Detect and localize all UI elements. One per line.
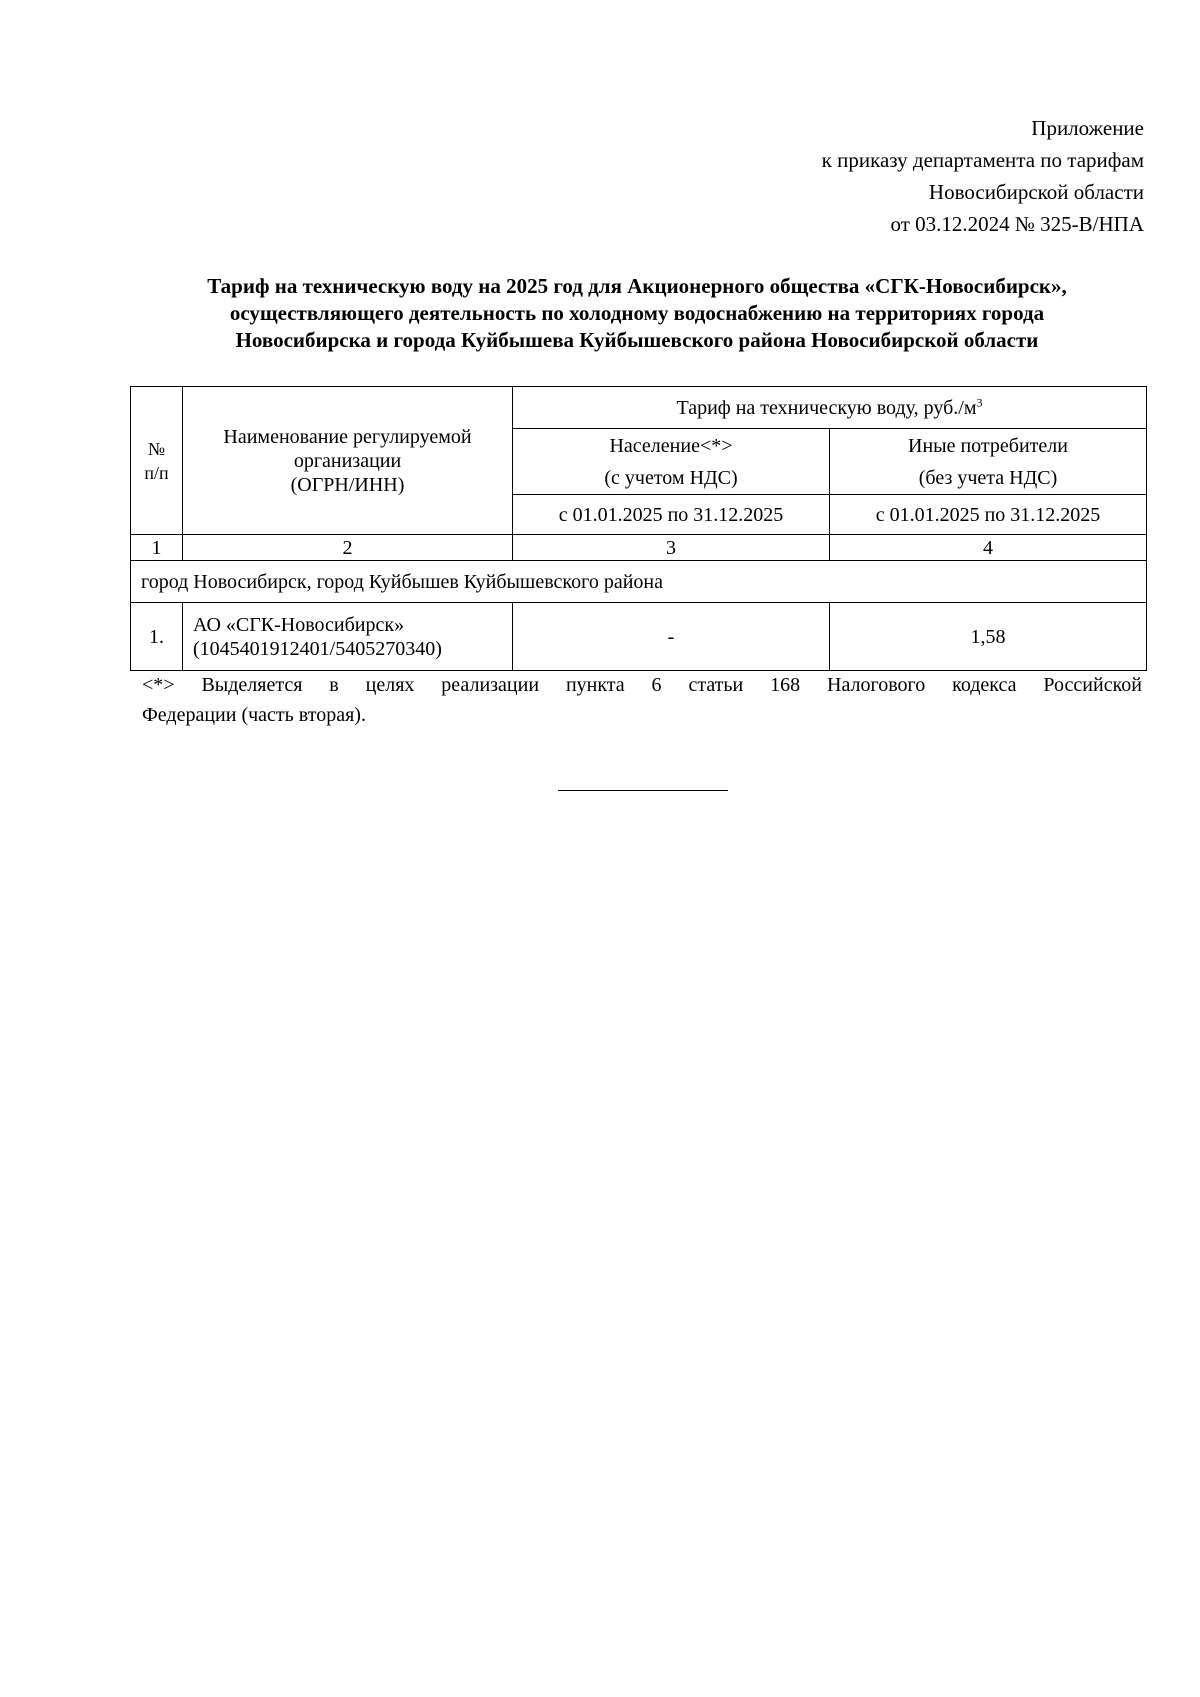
- column-number-2: 2: [183, 535, 513, 561]
- footnote: [142, 670, 1142, 730]
- row-number-cell: 1.: [131, 603, 183, 671]
- row-organization-cell: [183, 603, 513, 671]
- header-number-label: п/п: [144, 462, 169, 483]
- row-organization-ids: (1045401912401/5405270340): [193, 637, 442, 660]
- appendix-line-1: Приложение: [1031, 116, 1144, 140]
- section-row: [131, 561, 1147, 603]
- header-number-sign: №: [147, 438, 166, 459]
- row-organization-name: АО «СГК-Новосибирск»: [193, 613, 405, 636]
- title-line-1: Тариф на техническую воду на 2025 год для Акционерного общества «СГК-Новосибирск»,: [207, 274, 1067, 298]
- column-number-row: [131, 535, 1147, 561]
- appendix-line-4: от 03.12.2024 № 325-В/НПА: [890, 212, 1144, 236]
- title-line-2: осуществляющего деятельность по холодному водоснабжению на территориях города: [229, 301, 1045, 325]
- footnote-line-2: Федерации (часть вторая).: [142, 704, 366, 726]
- header-tariff-group-cell: [513, 387, 1147, 429]
- appendix-line-3: Новосибирской области: [928, 180, 1144, 204]
- column-number-4: 4: [830, 535, 1147, 561]
- column-number-1: 1: [131, 535, 183, 561]
- appendix-line-2: к приказу департамента по тарифам: [821, 148, 1144, 172]
- row-others-tariff-cell: 1,58: [830, 603, 1147, 671]
- tariff-table: [130, 386, 1147, 671]
- end-of-document-line: [558, 790, 728, 791]
- header-others-line-2: (без учета НДС): [918, 466, 1058, 489]
- appendix-block: [624, 112, 1144, 240]
- header-population-cell: [513, 429, 830, 495]
- header-tariff-unit-superscript: 3: [976, 394, 983, 409]
- header-population-line-2: (с учетом НДС): [604, 466, 738, 489]
- header-period-col3: с 01.01.2025 по 31.12.2025: [513, 495, 830, 535]
- title-line-3: Новосибирска и города Куйбышева Куйбышевского района Новосибирской области: [235, 328, 1039, 352]
- header-population-line-1: Население<*>: [609, 434, 733, 457]
- header-organization-line-3: (ОГРН/ИНН): [290, 473, 405, 496]
- header-row-1: [131, 387, 1147, 429]
- table-row: [131, 603, 1147, 671]
- row-population-tariff-cell: -: [513, 603, 830, 671]
- section-title-cell: город Новосибирск, город Куйбышев Куйбышевского района: [131, 561, 1147, 603]
- header-organization-line-2: организации: [293, 449, 402, 472]
- document-title: [130, 273, 1144, 354]
- header-number-cell: [131, 387, 183, 535]
- footnote-line-1: <*> Выделяется в целях реализации пункта 6 статьи 168 Налогового кодекса Российской: [142, 674, 1142, 696]
- header-organization-line-1: Наименование регулируемой: [223, 425, 472, 448]
- header-period-col4: с 01.01.2025 по 31.12.2025: [830, 495, 1147, 535]
- header-others-line-1: Иные потребители: [908, 434, 1068, 457]
- header-organization-cell: [183, 387, 513, 535]
- column-number-3: 3: [513, 535, 830, 561]
- header-tariff-group-label: Тариф на техническую воду, руб./м: [676, 396, 977, 419]
- header-others-cell: [830, 429, 1147, 495]
